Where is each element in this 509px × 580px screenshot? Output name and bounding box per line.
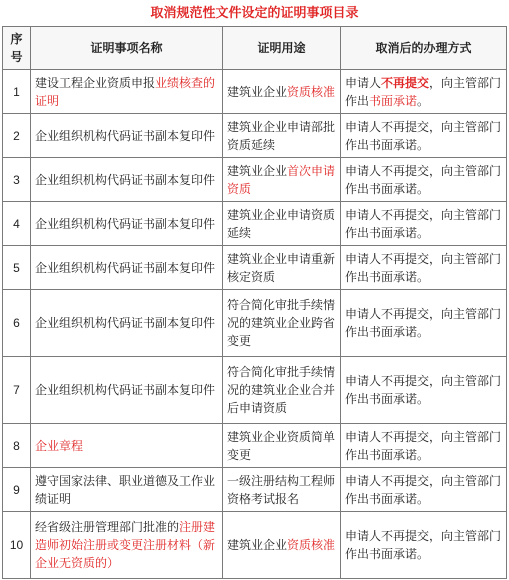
cell-use <box>223 424 341 468</box>
cell-text-segment: 注册建造师初始注册或变更注册材料（新企业无资质的） <box>35 520 216 570</box>
cell-seq: 7 <box>3 357 31 424</box>
cell-method <box>341 424 507 468</box>
cell-text-segment: 。 <box>417 93 430 108</box>
cell-method <box>341 202 507 246</box>
cell-use <box>223 468 341 512</box>
cell-seq: 1 <box>3 70 31 114</box>
cell-text-segment: 业绩核查的证明 <box>35 75 216 108</box>
cell-seq: 3 <box>3 158 31 202</box>
cell-method <box>341 114 507 158</box>
table-body <box>3 70 507 579</box>
cell-text-segment: 企业组织机构代码证书副本复印件 <box>35 316 216 330</box>
cell-seq: 5 <box>3 246 31 290</box>
table-row <box>3 70 507 114</box>
certificate-table <box>2 26 507 579</box>
cell-name <box>31 202 223 246</box>
cell-use <box>223 158 341 202</box>
header-method: 取消后的办理方式 <box>341 27 507 70</box>
cell-name <box>31 290 223 357</box>
cell-seq: 6 <box>3 290 31 357</box>
cell-use <box>223 70 341 114</box>
cell-name <box>31 357 223 424</box>
cell-text-segment: 申请人 <box>345 75 382 90</box>
table-row <box>3 290 507 357</box>
cell-name <box>31 246 223 290</box>
table-row <box>3 202 507 246</box>
cell-text-segment: 企业组织机构代码证书副本复印件 <box>35 216 216 231</box>
cell-text-segment: 申请人不再提交，向主管部门作出书面承诺。 <box>345 429 502 462</box>
cell-method <box>341 246 507 290</box>
cell-use <box>223 290 341 357</box>
table-row <box>3 468 507 512</box>
table-row <box>3 424 507 468</box>
cell-use <box>223 202 341 246</box>
cell-seq: 4 <box>3 202 31 246</box>
cell-text-segment: 符合简化审批手续情况的建筑业企业跨省变更 <box>227 298 336 348</box>
cell-method <box>341 290 507 357</box>
header-name: 证明事项名称 <box>31 27 223 70</box>
header-seq: 序号 <box>3 27 31 70</box>
cell-seq: 9 <box>3 468 31 512</box>
cell-text-segment: 资质核准 <box>287 538 336 552</box>
cell-text-segment: 申请人不再提交，向主管部门作出书面承诺。 <box>345 119 502 152</box>
table-row <box>3 246 507 290</box>
cell-seq: 8 <box>3 424 31 468</box>
cell-text-segment: 建设工程企业资质申报 <box>35 75 156 90</box>
cell-name <box>31 70 223 114</box>
cell-use <box>223 114 341 158</box>
cell-text-segment: 书面承诺 <box>369 93 418 108</box>
header-use: 证明用途 <box>223 27 341 70</box>
table-row <box>3 158 507 202</box>
cell-text-segment: 申请人不再提交，向主管部门作出书面承诺。 <box>345 251 502 284</box>
cell-text-segment: 企业组织机构代码证书副本复印件 <box>35 260 216 275</box>
table-row <box>3 114 507 158</box>
cell-text-segment: 建筑业企业申请重新核定资质 <box>227 251 336 284</box>
cell-text-segment: 符合简化审批手续情况的建筑业企业合并后申请资质 <box>227 365 336 415</box>
cell-text-segment: 建筑业企业申请部批资质延续 <box>227 119 336 152</box>
cell-text-segment: 建筑业企业申请资质延续 <box>227 207 336 240</box>
cell-name <box>31 158 223 202</box>
page-title: 取消规范性文件设定的证明事项目录 <box>150 5 359 20</box>
cell-text-segment: 资质核准 <box>287 84 336 99</box>
cell-method <box>341 512 507 579</box>
cell-name <box>31 114 223 158</box>
cell-name <box>31 468 223 512</box>
cell-text-segment: 企业组织机构代码证书副本复印件 <box>35 128 216 143</box>
cell-text-segment: ，向主管部门作出 <box>345 75 502 108</box>
cell-text-segment: 建筑业企业 <box>227 84 288 99</box>
cell-text-segment: 经省级注册管理部门批准的 <box>35 520 180 534</box>
cell-method <box>341 357 507 424</box>
cell-method <box>341 468 507 512</box>
cell-text-segment: 申请人不再提交，向主管部门作出书面承诺。 <box>345 374 502 406</box>
cell-use <box>223 246 341 290</box>
cell-text-segment: 申请人不再提交，向主管部门作出书面承诺。 <box>345 163 502 196</box>
cell-use <box>223 512 341 579</box>
cell-method <box>341 158 507 202</box>
cell-text-segment: 建筑业企业 <box>227 538 288 552</box>
cell-name <box>31 424 223 468</box>
cell-seq: 10 <box>3 512 31 579</box>
cell-text-segment: 一级注册结构工程师资格考试报名 <box>227 473 336 506</box>
table-row <box>3 357 507 424</box>
cell-text-segment: 建筑业企业 <box>227 163 288 178</box>
cell-text-segment: 遵守国家法律、职业道德及工作业绩证明 <box>35 473 216 506</box>
cell-text-segment: 建筑业企业资质简单变更 <box>227 429 336 462</box>
cell-method <box>341 70 507 114</box>
cell-text-segment: 首次申请资质 <box>227 163 336 196</box>
table-row <box>3 512 507 579</box>
cell-text-segment: 企业组织机构代码证书副本复印件 <box>35 172 216 187</box>
cell-text-segment: 不再提交 <box>381 75 430 90</box>
cell-text-segment: 企业章程 <box>35 438 84 453</box>
cell-text-segment: 企业组织机构代码证书副本复印件 <box>35 383 216 397</box>
cell-seq: 2 <box>3 114 31 158</box>
cell-text-segment: 申请人不再提交，向主管部门作出书面承诺。 <box>345 529 502 561</box>
cell-name <box>31 512 223 579</box>
cell-text-segment: 申请人不再提交，向主管部门作出书面承诺。 <box>345 207 502 240</box>
cell-text-segment: 申请人不再提交，向主管部门作出书面承诺。 <box>345 307 502 339</box>
cell-text-segment: 申请人不再提交，向主管部门作出书面承诺。 <box>345 473 502 506</box>
table-header-row <box>3 27 507 70</box>
cell-use <box>223 357 341 424</box>
